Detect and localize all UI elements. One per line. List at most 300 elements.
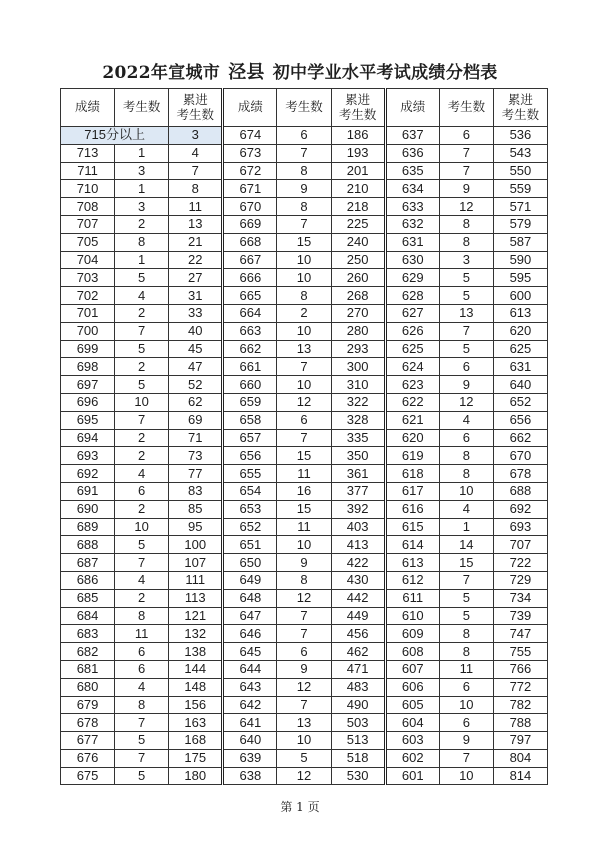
cumulative-cell: 413: [331, 536, 385, 554]
count-cell: 7: [439, 322, 493, 340]
score-cell: 623: [385, 376, 439, 394]
score-cell: 701: [61, 304, 115, 322]
table-row: [61, 714, 548, 732]
cumulative-cell: 734: [493, 589, 547, 607]
count-cell: 12: [277, 678, 331, 696]
score-cell: 637: [385, 127, 439, 145]
score-cell: 688: [61, 536, 115, 554]
count-cell: 9: [277, 660, 331, 678]
table-row: [61, 162, 548, 180]
cumulative-cell: 652: [493, 393, 547, 411]
table-row: [61, 411, 548, 429]
cumulative-cell: 163: [169, 714, 223, 732]
cumulative-cell: 579: [493, 215, 547, 233]
score-cell: 606: [385, 678, 439, 696]
count-cell: 10: [439, 767, 493, 785]
cumulative-cell: 422: [331, 554, 385, 572]
cumulative-cell: 138: [169, 643, 223, 661]
score-cell: 675: [61, 767, 115, 785]
count-cell: 12: [277, 589, 331, 607]
cumulative-cell: 513: [331, 732, 385, 750]
count-cell: 7: [277, 625, 331, 643]
table-row: [61, 643, 548, 661]
score-cell: 702: [61, 287, 115, 305]
cumulative-cell: 293: [331, 340, 385, 358]
cumulative-cell: 3: [169, 127, 223, 145]
count-cell: 9: [439, 180, 493, 198]
count-cell: 5: [115, 732, 169, 750]
score-cell: 635: [385, 162, 439, 180]
score-cell: 670: [223, 198, 277, 216]
cumulative-cell: 772: [493, 678, 547, 696]
score-cell: 609: [385, 625, 439, 643]
count-cell: 7: [115, 554, 169, 572]
count-cell: 3: [115, 162, 169, 180]
score-cell: 649: [223, 571, 277, 589]
cumulative-cell: 430: [331, 571, 385, 589]
count-cell: 7: [439, 144, 493, 162]
count-cell: 5: [277, 749, 331, 767]
score-cell: 645: [223, 643, 277, 661]
cumulative-cell: 22: [169, 251, 223, 269]
cumulative-cell: 755: [493, 643, 547, 661]
table-row: [61, 233, 548, 251]
table-row: [61, 127, 548, 145]
score-cell: 633: [385, 198, 439, 216]
header-cumulative: [493, 89, 547, 127]
count-cell: 4: [115, 465, 169, 483]
cumulative-cell: 361: [331, 465, 385, 483]
cumulative-cell: 350: [331, 447, 385, 465]
score-cell: 641: [223, 714, 277, 732]
cumulative-cell: 95: [169, 518, 223, 536]
score-cell: 687: [61, 554, 115, 572]
score-cell: 661: [223, 358, 277, 376]
count-cell: 8: [439, 643, 493, 661]
table-row: [61, 482, 548, 500]
score-cell: 650: [223, 554, 277, 572]
cumulative-cell: 45: [169, 340, 223, 358]
cumulative-cell: 613: [493, 304, 547, 322]
table-row: [61, 322, 548, 340]
count-cell: 8: [277, 287, 331, 305]
cumulative-cell: 530: [331, 767, 385, 785]
count-cell: 10: [115, 393, 169, 411]
score-cell: 630: [385, 251, 439, 269]
cumulative-cell: 280: [331, 322, 385, 340]
count-cell: 1: [115, 144, 169, 162]
score-cell: 654: [223, 482, 277, 500]
cumulative-cell: 186: [331, 127, 385, 145]
cumulative-cell: 300: [331, 358, 385, 376]
count-cell: 4: [439, 411, 493, 429]
cumulative-cell: 662: [493, 429, 547, 447]
score-cell: 626: [385, 322, 439, 340]
score-cell: 658: [223, 411, 277, 429]
score-cell: 680: [61, 678, 115, 696]
count-cell: 2: [277, 304, 331, 322]
count-cell: 9: [277, 554, 331, 572]
count-cell: 6: [439, 358, 493, 376]
score-cell: 607: [385, 660, 439, 678]
score-cell: 648: [223, 589, 277, 607]
count-cell: 7: [277, 429, 331, 447]
cumulative-cell: 328: [331, 411, 385, 429]
count-cell: 15: [277, 447, 331, 465]
score-cell: 708: [61, 198, 115, 216]
cumulative-cell: 322: [331, 393, 385, 411]
score-cell: 672: [223, 162, 277, 180]
count-cell: 7: [439, 162, 493, 180]
score-cell: 663: [223, 322, 277, 340]
table-row: [61, 215, 548, 233]
score-distribution-table: [60, 88, 548, 785]
score-cell: 707: [61, 215, 115, 233]
count-cell: 10: [277, 536, 331, 554]
cumulative-cell: 804: [493, 749, 547, 767]
cumulative-cell: 747: [493, 625, 547, 643]
table-row: [61, 696, 548, 714]
score-cell: 624: [385, 358, 439, 376]
header-cumulative: [331, 89, 385, 127]
title-prefix: 2022年宣城市: [102, 63, 221, 83]
count-cell: 5: [439, 340, 493, 358]
score-cell: 610: [385, 607, 439, 625]
count-cell: 5: [115, 536, 169, 554]
score-cell: 603: [385, 732, 439, 750]
count-cell: 2: [115, 447, 169, 465]
score-cell: 665: [223, 287, 277, 305]
table-row: [61, 589, 548, 607]
table-row: [61, 500, 548, 518]
cumulative-cell: 168: [169, 732, 223, 750]
score-cell: 660: [223, 376, 277, 394]
table-row: [61, 678, 548, 696]
count-cell: 9: [439, 376, 493, 394]
score-cell: 627: [385, 304, 439, 322]
score-cell: 639: [223, 749, 277, 767]
cumulative-cell: 693: [493, 518, 547, 536]
score-cell: 679: [61, 696, 115, 714]
score-cell: 601: [385, 767, 439, 785]
cumulative-cell: 31: [169, 287, 223, 305]
score-cell: 682: [61, 643, 115, 661]
cumulative-cell: 310: [331, 376, 385, 394]
table-row: [61, 340, 548, 358]
score-cell: 677: [61, 732, 115, 750]
header-cumulative-line1: 累进: [507, 92, 533, 107]
count-cell: 8: [439, 447, 493, 465]
header-score: 成绩: [61, 89, 115, 127]
count-cell: 7: [277, 607, 331, 625]
cumulative-cell: 571: [493, 198, 547, 216]
cumulative-cell: 678: [493, 465, 547, 483]
score-cell: 625: [385, 340, 439, 358]
cumulative-cell: 40: [169, 322, 223, 340]
cumulative-cell: 782: [493, 696, 547, 714]
count-cell: 2: [115, 215, 169, 233]
count-cell: 6: [115, 660, 169, 678]
cumulative-cell: 543: [493, 144, 547, 162]
cumulative-cell: 113: [169, 589, 223, 607]
cumulative-cell: 85: [169, 500, 223, 518]
count-cell: 10: [115, 518, 169, 536]
count-cell: 12: [439, 198, 493, 216]
score-cell: 651: [223, 536, 277, 554]
cumulative-cell: 814: [493, 767, 547, 785]
count-cell: 8: [439, 465, 493, 483]
cumulative-cell: 240: [331, 233, 385, 251]
count-cell: 6: [439, 678, 493, 696]
score-cell: 604: [385, 714, 439, 732]
count-cell: 5: [439, 607, 493, 625]
count-cell: 1: [115, 180, 169, 198]
cumulative-cell: 590: [493, 251, 547, 269]
header-score: 成绩: [385, 89, 439, 127]
count-cell: 4: [439, 500, 493, 518]
count-cell: 8: [115, 607, 169, 625]
score-cell: 700: [61, 322, 115, 340]
score-cell: 611: [385, 589, 439, 607]
header-row: [61, 89, 548, 127]
header-cumulative-line2: 考生数: [176, 107, 215, 122]
score-cell: 674: [223, 127, 277, 145]
score-cell: 638: [223, 767, 277, 785]
score-cell: 656: [223, 447, 277, 465]
score-cell: 678: [61, 714, 115, 732]
cumulative-cell: 47: [169, 358, 223, 376]
count-cell: 8: [439, 215, 493, 233]
cumulative-cell: 620: [493, 322, 547, 340]
cumulative-cell: 692: [493, 500, 547, 518]
cumulative-cell: 656: [493, 411, 547, 429]
score-cell: 666: [223, 269, 277, 287]
count-cell: 10: [439, 482, 493, 500]
page-title: [0, 58, 600, 84]
cumulative-cell: 144: [169, 660, 223, 678]
count-cell: 8: [439, 625, 493, 643]
count-cell: 7: [277, 358, 331, 376]
cumulative-cell: 739: [493, 607, 547, 625]
count-cell: 5: [439, 287, 493, 305]
count-cell: 5: [115, 376, 169, 394]
count-cell: 13: [277, 340, 331, 358]
cumulative-cell: 121: [169, 607, 223, 625]
cumulative-cell: 107: [169, 554, 223, 572]
count-cell: 8: [277, 198, 331, 216]
score-cell: 631: [385, 233, 439, 251]
header-cumulative: [169, 89, 223, 127]
score-cell: 683: [61, 625, 115, 643]
score-cell: 653: [223, 500, 277, 518]
cumulative-cell: 201: [331, 162, 385, 180]
count-cell: 5: [439, 589, 493, 607]
count-cell: 8: [277, 162, 331, 180]
count-cell: 10: [277, 732, 331, 750]
count-cell: 1: [115, 251, 169, 269]
cumulative-cell: 268: [331, 287, 385, 305]
score-cell: 602: [385, 749, 439, 767]
count-cell: 7: [277, 144, 331, 162]
count-cell: 4: [115, 678, 169, 696]
score-cell: 695: [61, 411, 115, 429]
cumulative-cell: 111: [169, 571, 223, 589]
score-cell: 612: [385, 571, 439, 589]
score-cell: 643: [223, 678, 277, 696]
score-cell: 642: [223, 696, 277, 714]
cumulative-cell: 688: [493, 482, 547, 500]
count-cell: 2: [115, 500, 169, 518]
count-cell: 9: [277, 180, 331, 198]
table-row: [61, 269, 548, 287]
score-cell: 694: [61, 429, 115, 447]
cumulative-cell: 148: [169, 678, 223, 696]
cumulative-cell: 670: [493, 447, 547, 465]
count-cell: 10: [277, 269, 331, 287]
count-cell: 1: [439, 518, 493, 536]
cumulative-cell: 392: [331, 500, 385, 518]
cumulative-cell: 640: [493, 376, 547, 394]
score-cell: 668: [223, 233, 277, 251]
cumulative-cell: 8: [169, 180, 223, 198]
score-cell: 667: [223, 251, 277, 269]
count-cell: 10: [277, 376, 331, 394]
score-cell: 673: [223, 144, 277, 162]
cumulative-cell: 132: [169, 625, 223, 643]
cumulative-cell: 69: [169, 411, 223, 429]
cumulative-cell: 559: [493, 180, 547, 198]
score-cell: 685: [61, 589, 115, 607]
cumulative-cell: 550: [493, 162, 547, 180]
header-cumulative-line1: 累进: [345, 92, 371, 107]
cumulative-cell: 335: [331, 429, 385, 447]
table-row: [61, 144, 548, 162]
count-cell: 15: [439, 554, 493, 572]
count-cell: 6: [277, 127, 331, 145]
cumulative-cell: 71: [169, 429, 223, 447]
score-cell: 705: [61, 233, 115, 251]
count-cell: 2: [115, 589, 169, 607]
count-cell: 14: [439, 536, 493, 554]
score-cell: 646: [223, 625, 277, 643]
table-row: [61, 536, 548, 554]
count-cell: 11: [439, 660, 493, 678]
score-cell: 669: [223, 215, 277, 233]
cumulative-cell: 210: [331, 180, 385, 198]
score-cell: 613: [385, 554, 439, 572]
count-cell: 16: [277, 482, 331, 500]
count-cell: 7: [115, 749, 169, 767]
score-cell: 662: [223, 340, 277, 358]
count-cell: 8: [115, 696, 169, 714]
cumulative-cell: 100: [169, 536, 223, 554]
cumulative-cell: 403: [331, 518, 385, 536]
count-cell: 6: [277, 411, 331, 429]
count-cell: 6: [439, 714, 493, 732]
table-row: [61, 465, 548, 483]
score-cell: 699: [61, 340, 115, 358]
count-cell: 7: [115, 411, 169, 429]
cumulative-cell: 471: [331, 660, 385, 678]
cumulative-cell: 175: [169, 749, 223, 767]
count-cell: 2: [115, 429, 169, 447]
score-cell: 618: [385, 465, 439, 483]
table-row: [61, 429, 548, 447]
cumulative-cell: 52: [169, 376, 223, 394]
top-score-label-cell: 715分以上: [61, 127, 169, 145]
count-cell: 2: [115, 304, 169, 322]
cumulative-cell: 788: [493, 714, 547, 732]
table-body: [61, 127, 548, 785]
count-cell: 7: [439, 749, 493, 767]
cumulative-cell: 377: [331, 482, 385, 500]
score-cell: 686: [61, 571, 115, 589]
cumulative-cell: 707: [493, 536, 547, 554]
score-cell: 681: [61, 660, 115, 678]
cumulative-cell: 729: [493, 571, 547, 589]
score-cell: 616: [385, 500, 439, 518]
score-cell: 647: [223, 607, 277, 625]
count-cell: 13: [439, 304, 493, 322]
score-cell: 704: [61, 251, 115, 269]
score-cell: 614: [385, 536, 439, 554]
cumulative-cell: 490: [331, 696, 385, 714]
header-count: 考生数: [115, 89, 169, 127]
count-cell: 3: [115, 198, 169, 216]
count-cell: 10: [277, 322, 331, 340]
table-row: [61, 554, 548, 572]
cumulative-cell: 631: [493, 358, 547, 376]
count-cell: 4: [115, 287, 169, 305]
table-row: [61, 749, 548, 767]
table-row: [61, 304, 548, 322]
title-suffix: 初中学业水平考试成绩分档表: [272, 63, 498, 83]
cumulative-cell: 483: [331, 678, 385, 696]
cumulative-cell: 462: [331, 643, 385, 661]
cumulative-cell: 77: [169, 465, 223, 483]
page-number: 第 1 页: [280, 800, 320, 814]
header-cumulative-line2: 考生数: [338, 107, 377, 122]
count-cell: 8: [277, 571, 331, 589]
score-cell: 713: [61, 144, 115, 162]
cumulative-cell: 83: [169, 482, 223, 500]
cumulative-cell: 7: [169, 162, 223, 180]
count-cell: 12: [277, 393, 331, 411]
score-cell: 659: [223, 393, 277, 411]
score-cell: 634: [385, 180, 439, 198]
table-row: [61, 767, 548, 785]
score-cell: 711: [61, 162, 115, 180]
count-cell: 2: [115, 358, 169, 376]
cumulative-cell: 225: [331, 215, 385, 233]
cumulative-cell: 442: [331, 589, 385, 607]
cumulative-cell: 595: [493, 269, 547, 287]
title-county: 泾县: [228, 62, 265, 83]
score-cell: 655: [223, 465, 277, 483]
table-row: [61, 358, 548, 376]
table-row: [61, 518, 548, 536]
count-cell: 7: [277, 215, 331, 233]
score-cell: 636: [385, 144, 439, 162]
table-row: [61, 607, 548, 625]
cumulative-cell: 260: [331, 269, 385, 287]
count-cell: 6: [115, 643, 169, 661]
score-cell: 657: [223, 429, 277, 447]
score-cell: 622: [385, 393, 439, 411]
score-cell: 696: [61, 393, 115, 411]
cumulative-cell: 4: [169, 144, 223, 162]
cumulative-cell: 625: [493, 340, 547, 358]
